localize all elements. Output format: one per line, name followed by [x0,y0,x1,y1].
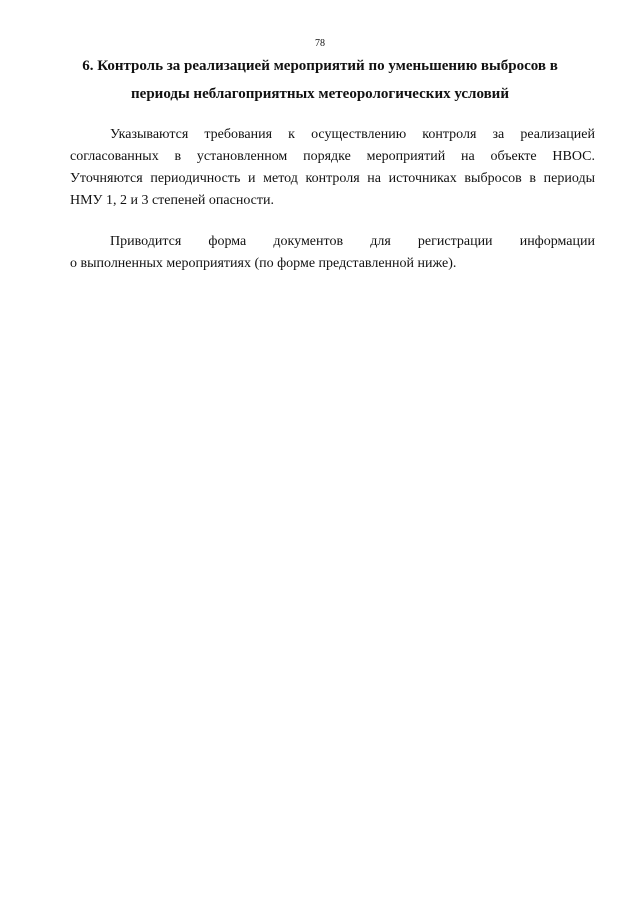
paragraph-line: Приводится форма документов для регистрации информации [110,234,595,249]
page-number: 78 [315,38,325,49]
paragraph-control-requirements [70,124,595,212]
paragraph-line: НМУ 1, 2 и 3 степеней опасности. [70,193,274,208]
paragraph-line: о выполненных мероприятиях (по форме представленной ниже). [70,256,457,271]
paragraph-line: согласованных в установленном порядке мероприятий на объекте НВОС. [70,149,595,164]
paragraph-document-form [70,231,595,275]
paragraph-line: Указываются требования к осуществлению контроля за реализацией [110,127,595,142]
section-heading-line-2: периоды неблагоприятных метеорологических условий [131,86,509,102]
paragraph-line: Уточняются периодичность и метод контроля на источниках выбросов в периоды [70,171,595,186]
section-heading [70,52,570,108]
section-heading-line-1: 6. Контроль за реализацией мероприятий по уменьшению выбросов в [82,58,558,74]
